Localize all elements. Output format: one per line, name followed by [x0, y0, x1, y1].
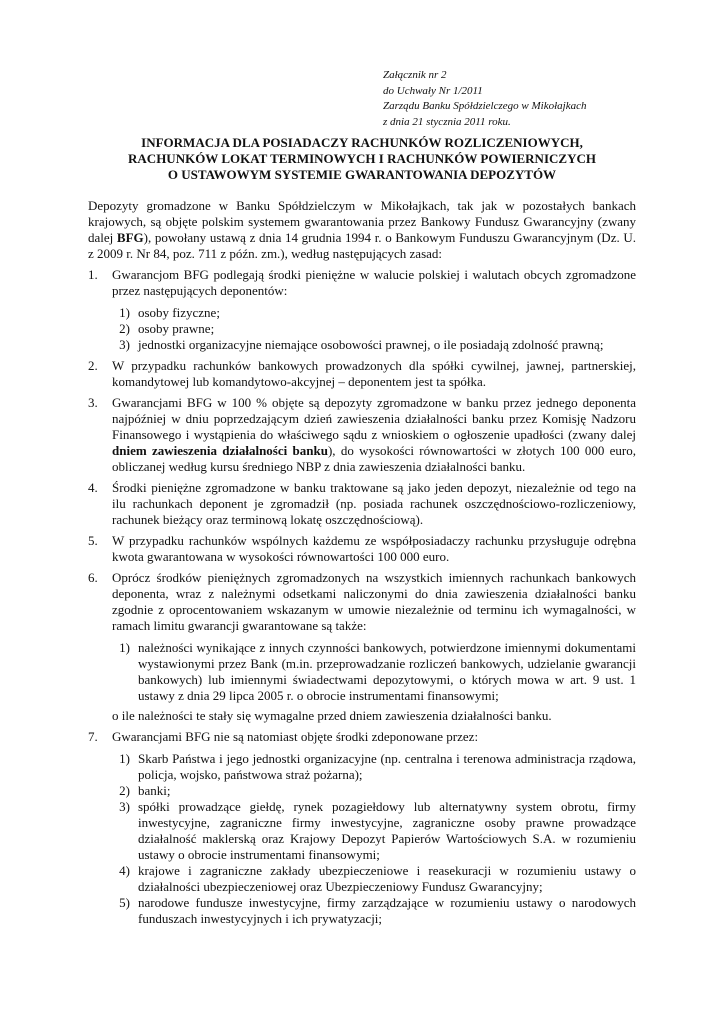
bold-term: dniem zawieszenia działalności banku — [112, 443, 328, 458]
point-number: 2. — [88, 358, 98, 373]
annex-line: z dnia 21 stycznia 2011 roku. — [383, 115, 511, 128]
annex-header — [383, 68, 683, 130]
sub-list — [112, 751, 636, 927]
point-text: Oprócz środków pieniężnych zgromadzonych na wszystkich imiennych rachunkach bankowych deponenta, wraz z należnymi odsetkami naliczonymi do dnia zawieszenia działalności banku zgodnie z oprocentowaniem wskazanym w umowie niezależnie od terminu ich wymagalności, w ramach limitu gwarancji gwarantowane są także: — [112, 570, 636, 633]
annex-line: Zarządu Banku Spółdzielczego w Mikołajkach — [383, 100, 587, 112]
point-number: 3. — [88, 395, 98, 410]
point-number: 7. — [88, 729, 98, 744]
list-item: 1) Skarb Państwa i jego jednostki organizacyjne (np. centralna i terenowa administracja rządowa, policja, wojsko, państwowa straż pożarna); — [119, 751, 636, 782]
point-number: 1. — [88, 267, 98, 282]
point-number: 6. — [88, 570, 98, 585]
sub-list — [112, 640, 636, 704]
point-note: o ile należności te stały się wymagalne przed dniem zawieszenia działalności banku. — [112, 708, 552, 723]
list-item: 5) narodowe fundusze inwestycyjne, firmy zarządzające w rozumieniu ustawy o narodowych funduszach inwestycyjnych i ich prywatyzacji; — [119, 895, 636, 926]
point-text: W przypadku rachunków bankowych prowadzonych dla spółki cywilnej, jawnej, partnerskiej, komandytowej lub komandytowo-akcyjnej – deponentem jest ta spółka. — [112, 358, 636, 389]
title-line: O USTAWOWYM SYSTEMIE GWARANTOWANIA DEPOZYTÓW — [167, 167, 557, 182]
list-item: 3) jednostki organizacyjne niemające osobowości prawnej, o ile posiadają zdolność prawną; — [119, 337, 604, 352]
list-item: 1) osoby fizyczne; — [119, 305, 220, 320]
title-line: INFORMACJA DLA POSIADACZY RACHUNKÓW ROZLICZENIOWYCH, — [141, 135, 583, 150]
intro-paragraph: Depozyty gromadzone w Banku Spółdzielczym w Mikołajkach, tak jak w pozostałych bankach krajowych, są objęte polskim systemem gwarantowania przez Bankowy Fundusz Gwarancyjny (zwany dalej BFG), powołany ustawą z dnia 14 grudnia 1994 r. o Bankowym Funduszu Gwarancyjnym (Dz. U. z 2009 r. Nr 84, poz. 711 z późn. zm.), według następujących zasad: — [88, 198, 637, 261]
point-number: 5. — [88, 533, 98, 548]
list-item: 3) spółki prowadzące giełdę, rynek pozagiełdowy lub alternatywny system obrotu, firmy inwestycyjne, zagraniczne firmy inwestycyjne, zagraniczne osoby prawne prowadzące działalność maklerską oraz Krajowy Depozyt Papierów Wartościowych S.A. w rozumieniu ustawy o obrocie instrumentami finansowymi; — [119, 799, 636, 862]
annex-line: do Uchwały Nr 1/2011 — [383, 84, 483, 97]
point-text: Środki pieniężne zgromadzone w banku traktowane są jako jeden depozyt, niezależnie od tego na ilu rachunkach deponent je zgromadził (np. posiada rachunek oszczędnościowo-rozliczeniowy, rachunek bieżący oraz terminową lokatę oszczędnościową). — [112, 480, 636, 527]
list-item: 1) należności wynikające z innych czynności bankowych, potwierdzone imiennymi dokumentami wystawionymi przez Bank (m.in. przeprowadzanie rozliczeń bankowych, udzielanie gwarancji bankowych) lub imiennymi świadectwami depozytowymi, o których mowa w art. 9 ust. 1 ustawy z dnia 29 lipca 2005 r. o obrocie instrumentami finansowymi; — [119, 640, 636, 703]
point-2 — [88, 358, 636, 390]
document-body — [88, 198, 636, 927]
point-text: W przypadku rachunków wspólnych każdemu ze współposiadaczy rachunku przysługuje odrębna kwota gwarantowana w wysokości równowartości 100 000 euro. — [112, 533, 636, 564]
list-item: 2) banki; — [119, 783, 171, 798]
document-title — [88, 135, 636, 183]
point-text: Gwarancjom BFG podlegają środki pieniężne w walucie polskiej i walutach obcych zgromadzone przez następujących deponentów: — [112, 267, 636, 298]
point-4 — [88, 480, 636, 528]
point-text: Gwarancjami BFG w 100 % objęte są depozyty zgromadzone w banku przez jednego deponenta najpóźniej w dniu poprzedzającym dzień zawieszenia działalności banku przez Komisję Nadzoru Finansowego i wystąpienia do właściwego sądu z wnioskiem o ogłoszenie upadłości (zwany dalej dniem zawieszenia działalności banku), do wysokości równowartości w złotych 100 000 euro, obliczanej według kursu średniego NBP z dnia zawieszenia działalności banku. — [112, 395, 636, 474]
point-7 — [88, 729, 636, 927]
list-item: 4) krajowe i zagraniczne zakłady ubezpieczeniowe i reasekuracji w rozumieniu ustawy o działalności ubezpieczeniowej oraz Ubezpieczeniowy Fundusz Gwarancyjny; — [119, 863, 636, 894]
annex-line: Załącznik nr 2 — [383, 69, 447, 81]
list-item: 2) osoby prawne; — [119, 321, 215, 336]
point-5 — [88, 533, 636, 565]
point-text: Gwarancjami BFG nie są natomiast objęte środki zdeponowane przez: — [112, 729, 479, 744]
point-6 — [88, 570, 636, 724]
sub-list — [112, 305, 636, 353]
bfg-abbreviation: BFG — [116, 230, 144, 245]
title-line: RACHUNKÓW LOKAT TERMINOWYCH I RACHUNKÓW POWIERNICZYCH — [128, 151, 596, 166]
point-3 — [88, 395, 636, 475]
point-number: 4. — [88, 480, 98, 495]
point-1 — [88, 267, 636, 353]
